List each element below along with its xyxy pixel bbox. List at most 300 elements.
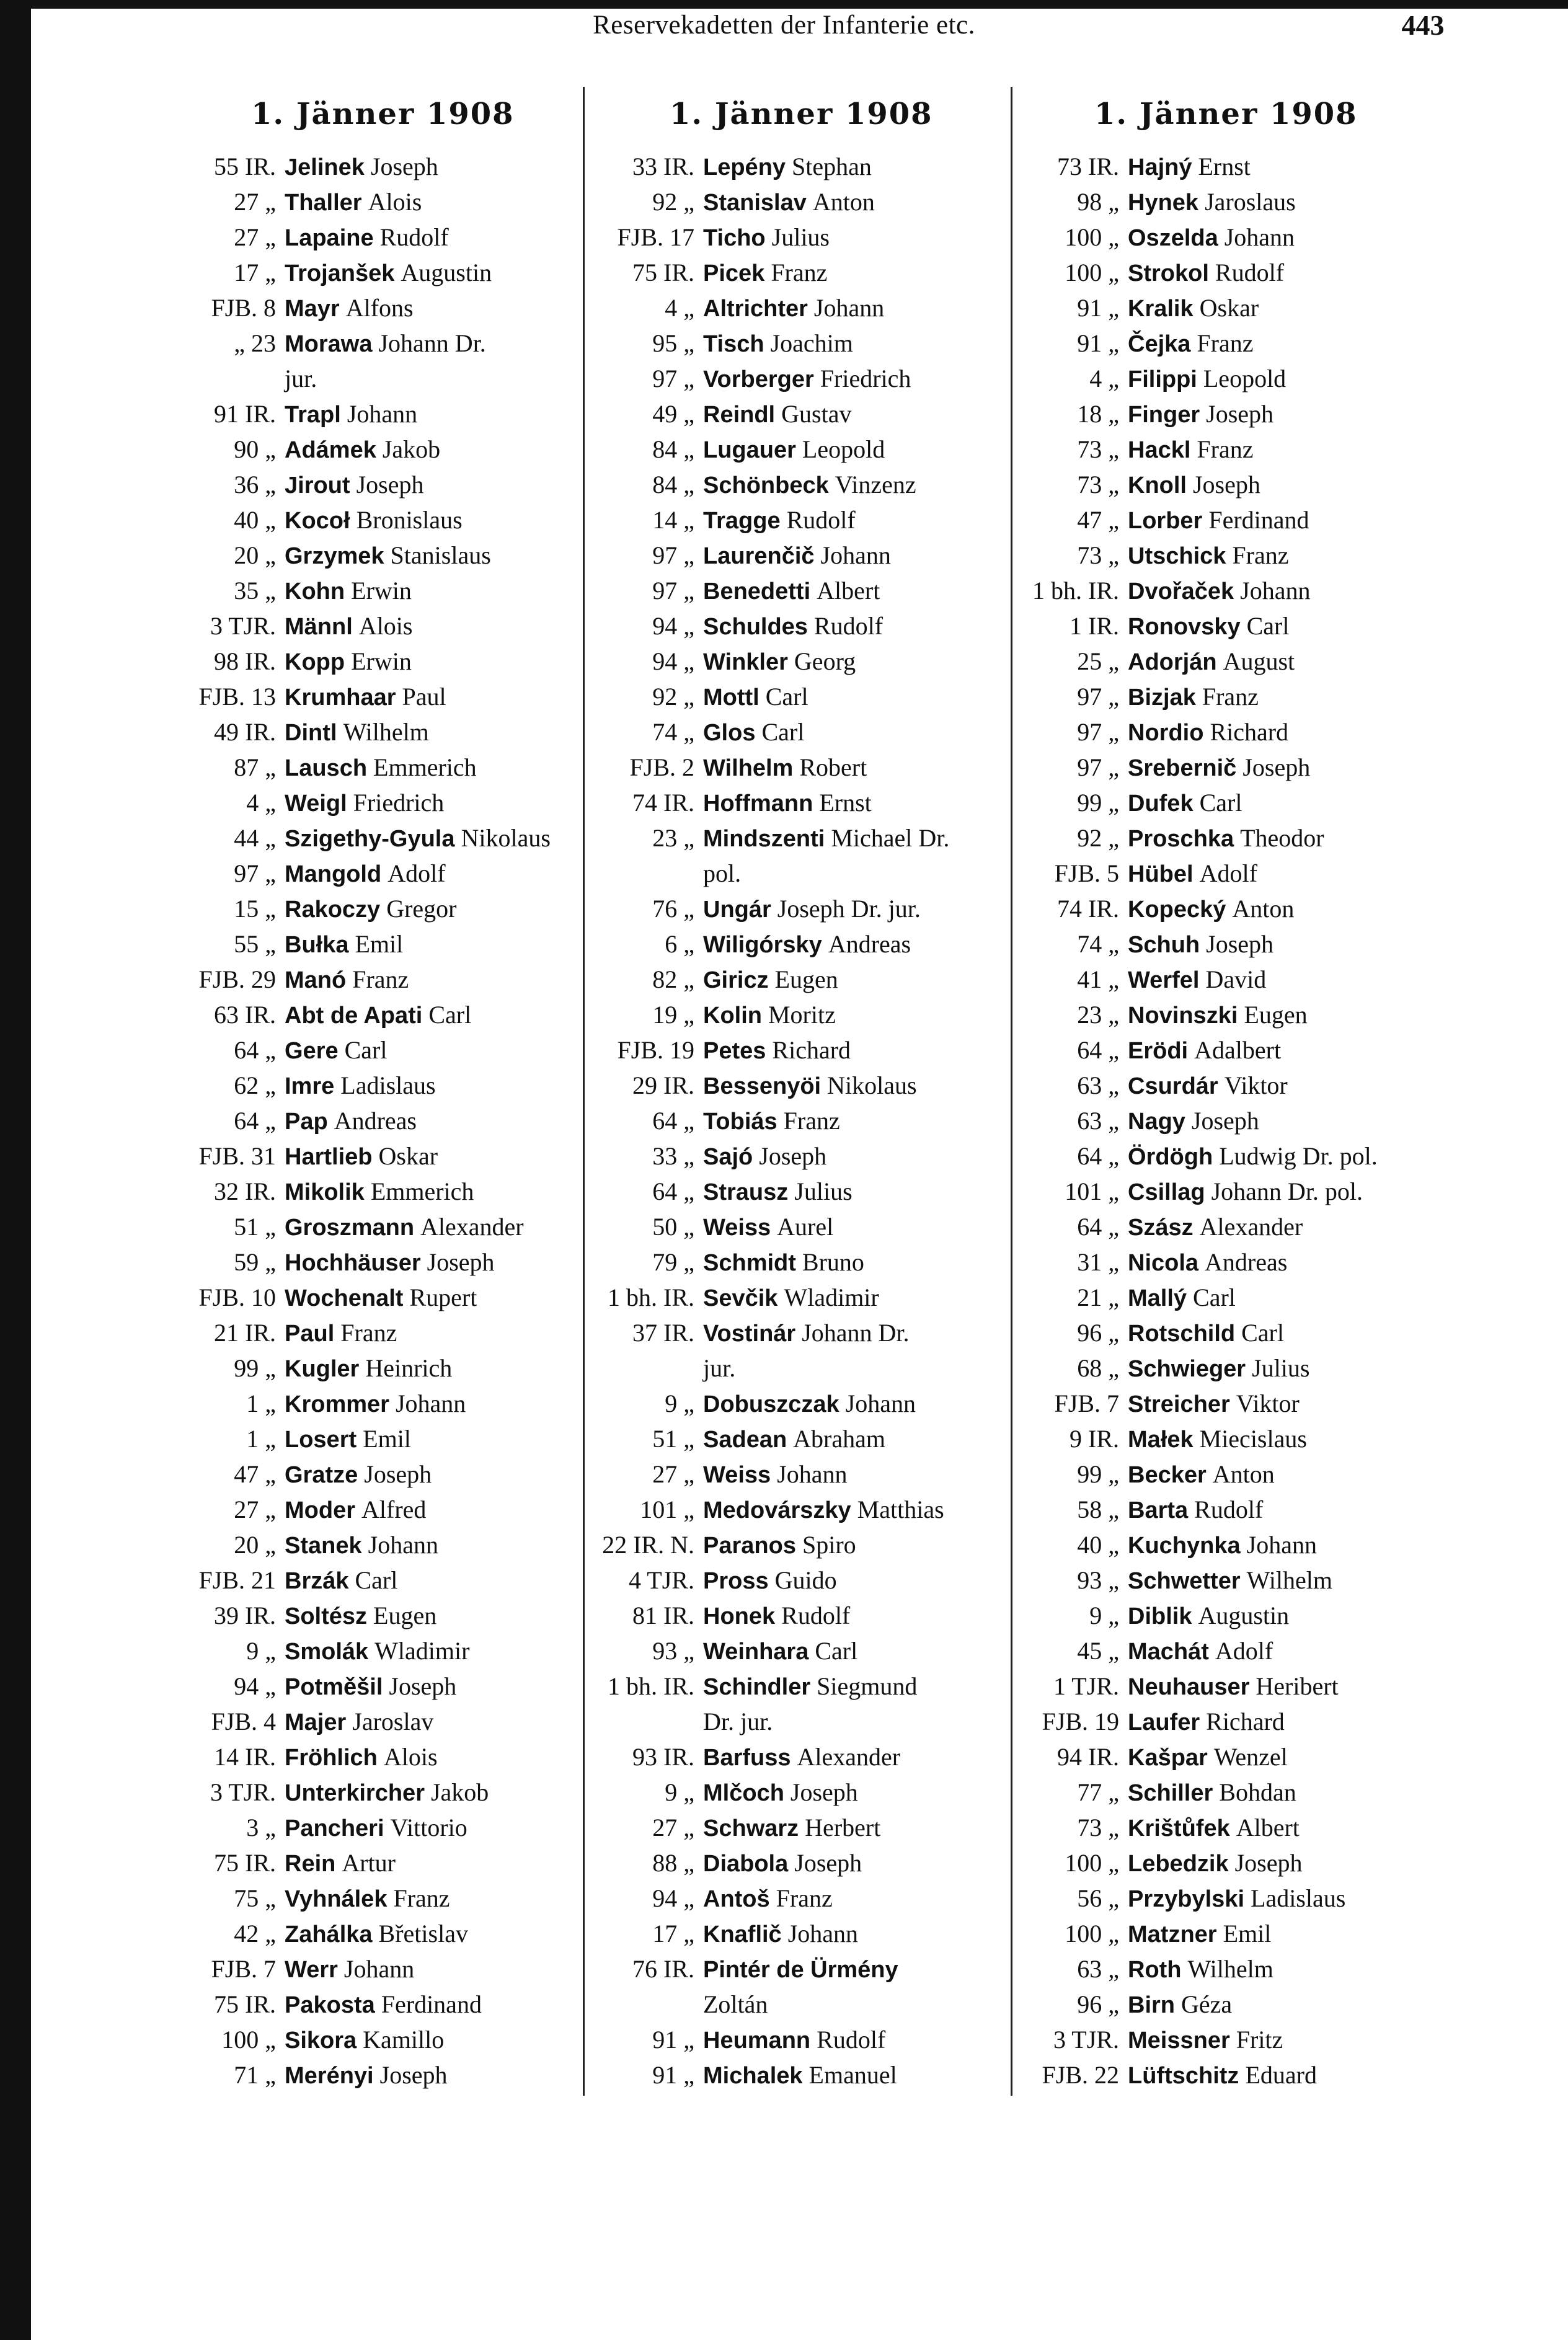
- list-item: [164, 2022, 551, 2057]
- list-item: [583, 290, 949, 326]
- given-name: Carl: [1246, 612, 1290, 640]
- list-item: [1008, 608, 1378, 644]
- given-name: Emil: [355, 930, 404, 958]
- surname: Tragge: [703, 508, 781, 534]
- given-name: Heinrich: [365, 1354, 453, 1382]
- list-item: [1008, 538, 1378, 573]
- given-name: Franz: [340, 1319, 397, 1347]
- given-name: Andreas: [334, 1107, 417, 1135]
- list-item: [164, 1598, 551, 1633]
- given-name: Emmerich: [373, 753, 477, 781]
- given-name: Johann: [1224, 223, 1295, 251]
- regiment-number: 27 „: [234, 223, 276, 251]
- list-item: [164, 219, 551, 255]
- surname: Kralik: [1128, 296, 1194, 322]
- regiment-number: 4 „: [1089, 365, 1119, 392]
- regiment-number: 17 „: [234, 259, 276, 286]
- list-item: [164, 679, 551, 714]
- regiment-number: 100 „: [1065, 223, 1119, 251]
- surname: Kolin: [703, 1003, 762, 1029]
- surname: Tisch: [703, 331, 764, 357]
- list-item: [583, 1492, 949, 1527]
- given-name: Rudolf: [813, 612, 884, 640]
- surname: Vorberger: [703, 366, 814, 392]
- list-item: [583, 396, 949, 432]
- regiment-number: 94 „: [652, 1884, 694, 1912]
- given-name: Johann: [777, 1460, 848, 1488]
- surname: Hübel: [1128, 861, 1194, 887]
- given-name: David: [1205, 965, 1267, 993]
- surname: Matzner: [1128, 1921, 1217, 1948]
- given-name: Franz: [771, 259, 828, 286]
- surname: Oszelda: [1128, 225, 1218, 251]
- surname: Weiss: [703, 1462, 771, 1488]
- list-item: [164, 608, 551, 644]
- list-item: [164, 1456, 551, 1492]
- surname: Małek: [1128, 1427, 1194, 1453]
- surname: Mindszenti: [703, 826, 825, 852]
- list-item: [1008, 219, 1378, 255]
- surname: Lorber: [1128, 508, 1203, 534]
- given-name: Joseph: [1192, 471, 1260, 499]
- given-name: Alois: [368, 188, 422, 216]
- given-name: Richard: [1210, 718, 1289, 746]
- regiment-number: 21 IR.: [214, 1319, 276, 1347]
- given-name: Carl: [344, 1036, 388, 1064]
- list-item: [583, 1527, 949, 1562]
- surname: Becker: [1128, 1462, 1207, 1488]
- list-item: [583, 1845, 949, 1881]
- list-item: [1008, 962, 1378, 997]
- regiment-number: 97 „: [1077, 718, 1119, 746]
- list-item: [583, 1421, 949, 1456]
- given-name: Richard: [772, 1036, 851, 1064]
- list-item: [583, 679, 949, 714]
- given-name: Wilhelm: [1187, 1955, 1273, 1983]
- list-item: [583, 644, 949, 679]
- list-item: [164, 149, 551, 184]
- surname: Gere: [285, 1038, 339, 1064]
- list-item: [583, 1174, 949, 1209]
- regiment-number: 51 „: [234, 1213, 276, 1241]
- list-item: [1008, 785, 1378, 820]
- regiment-number: 97 „: [1077, 683, 1119, 711]
- given-name: Ernst: [1198, 153, 1251, 180]
- surname: Srebernič: [1128, 755, 1237, 781]
- regiment-number: 25 „: [1077, 647, 1119, 675]
- given-name-continuation: jur.: [285, 365, 317, 392]
- list-item: [164, 432, 551, 467]
- given-name: Joachim: [770, 329, 853, 357]
- regiment-number: 4 TJR.: [629, 1566, 694, 1594]
- list-item: [583, 1138, 949, 1174]
- regiment-number: 98 „: [1077, 188, 1119, 216]
- regiment-number: 4 „: [246, 789, 276, 817]
- regiment-number: 99 „: [234, 1354, 276, 1382]
- list-item: [164, 1492, 551, 1527]
- surname: Sadean: [703, 1427, 787, 1453]
- list-item: [1008, 1280, 1378, 1315]
- list-item: [583, 2022, 949, 2057]
- regiment-number: 79 „: [652, 1248, 694, 1276]
- surname: Mikolik: [285, 1179, 365, 1205]
- surname: Kocoł: [285, 508, 350, 534]
- list-item: [164, 1633, 551, 1669]
- list-item: [583, 1068, 949, 1103]
- regiment-number: FJB. 2: [629, 753, 694, 781]
- surname: Krištůfek: [1128, 1815, 1230, 1841]
- list-item: [1008, 502, 1378, 538]
- given-name: Rudolf: [817, 2026, 886, 2054]
- given-name: Spiro: [802, 1531, 856, 1559]
- list-item: [1008, 184, 1378, 219]
- given-name: Carl: [761, 718, 805, 746]
- regiment-number: 75 IR.: [214, 1849, 276, 1877]
- regiment-number: 99 „: [1077, 1460, 1119, 1488]
- list-item: [583, 538, 949, 573]
- surname: Stanek: [285, 1533, 362, 1559]
- surname: Reindl: [703, 402, 776, 428]
- regiment-number: 59 „: [234, 1248, 276, 1276]
- regiment-number: FJB. 5: [1054, 859, 1119, 887]
- surname: Wiligórsky: [703, 932, 822, 958]
- list-item: [583, 219, 949, 255]
- surname: Csillag: [1128, 1179, 1205, 1205]
- given-name: Nikolaus: [827, 1071, 917, 1099]
- regiment-number: 84 „: [652, 435, 694, 463]
- list-item: [164, 573, 551, 608]
- regiment-number: 84 „: [652, 471, 694, 499]
- surname: Birn: [1128, 1992, 1175, 2018]
- list-item: [164, 1315, 551, 1350]
- list-item: [164, 1562, 551, 1598]
- regiment-number: 91 „: [652, 2061, 694, 2089]
- given-name-continuation: Dr. jur.: [703, 1708, 773, 1735]
- surname: Csurdár: [1128, 1073, 1218, 1099]
- regiment-number: 100 „: [1065, 1849, 1119, 1877]
- surname: Sevčik: [703, 1285, 778, 1311]
- regiment-number: FJB. 21: [198, 1566, 276, 1594]
- list-item: [583, 432, 949, 467]
- given-name: Aurel: [777, 1213, 834, 1241]
- list-item: [1008, 432, 1378, 467]
- list-item: [583, 714, 949, 750]
- surname: Szigethy-Gyula: [285, 826, 455, 852]
- regiment-number: 96 „: [1077, 1990, 1119, 2018]
- regiment-number: 63 „: [1077, 1955, 1119, 1983]
- regiment-number: 76 IR.: [632, 1955, 694, 1983]
- surname: Lepény: [703, 154, 786, 180]
- surname: Pintér de Ürmény: [703, 1957, 898, 1983]
- list-item: [1008, 1810, 1378, 1845]
- given-name: Ferdinand: [1208, 506, 1309, 534]
- given-name: Albert: [817, 577, 880, 605]
- given-name: Joseph: [1191, 1107, 1259, 1135]
- regiment-number: 97 „: [652, 577, 694, 605]
- surname: Pancheri: [285, 1815, 384, 1841]
- list-item: [583, 326, 949, 361]
- regiment-number: 96 „: [1077, 1319, 1119, 1347]
- surname: Giricz: [703, 967, 769, 993]
- regiment-number: 64 „: [1077, 1036, 1119, 1064]
- given-name: Moritz: [768, 1001, 836, 1029]
- list-item: [583, 750, 949, 785]
- surname: Ronovsky: [1128, 614, 1241, 640]
- surname: Dufek: [1128, 791, 1194, 817]
- regiment-number: 101 „: [640, 1496, 694, 1523]
- list-item: [583, 1386, 949, 1421]
- surname: Nordio: [1128, 720, 1204, 746]
- regiment-number: 1 „: [246, 1389, 276, 1417]
- regiment-number: 41 „: [1077, 965, 1119, 993]
- list-item: [583, 856, 949, 891]
- list-item: [1008, 1669, 1378, 1704]
- regiment-number: 36 „: [234, 471, 276, 499]
- surname: Lüftschitz: [1128, 2063, 1239, 2089]
- surname: Zahálka: [285, 1921, 373, 1948]
- list-item: [583, 962, 949, 997]
- list-item: [1008, 290, 1378, 326]
- given-name: Vinzenz: [835, 471, 916, 499]
- regiment-number: 64 „: [1077, 1213, 1119, 1241]
- given-name: Franz: [393, 1884, 450, 1912]
- regiment-number: 73 „: [1077, 541, 1119, 569]
- surname: Lapaine: [285, 225, 374, 251]
- given-name: Joseph Dr. jur.: [777, 895, 921, 923]
- given-name: Johann: [1246, 1531, 1317, 1559]
- list-item: [583, 1987, 949, 2022]
- surname: Dobuszczak: [703, 1391, 839, 1417]
- list-item: [164, 785, 551, 820]
- surname: Merényi: [285, 2063, 374, 2089]
- list-item: [164, 1987, 551, 2022]
- list-item: [1008, 856, 1378, 891]
- regiment-number: FJB. 10: [198, 1283, 276, 1311]
- regiment-number: FJB. 7: [1054, 1389, 1119, 1417]
- list-item: [583, 820, 949, 856]
- surname: Mlčoch: [703, 1780, 784, 1806]
- surname: Schwieger: [1128, 1356, 1246, 1382]
- surname: Adorján: [1128, 649, 1217, 675]
- given-name: Nikolaus: [461, 824, 551, 852]
- list-item: [164, 644, 551, 679]
- given-name-continuation: pol.: [703, 859, 742, 887]
- surname: Gratze: [285, 1462, 358, 1488]
- given-name: Jakob: [430, 1778, 489, 1806]
- regiment-number: 9 IR.: [1070, 1425, 1119, 1453]
- list-item: [164, 997, 551, 1032]
- surname: Diabola: [703, 1851, 789, 1877]
- given-name: Joseph: [790, 1778, 858, 1806]
- given-name: Augustin: [1198, 1602, 1290, 1629]
- surname: Ördögh: [1128, 1144, 1213, 1170]
- surname: Dintl: [285, 720, 337, 746]
- given-name: Friedrich: [820, 365, 911, 392]
- list-item: [583, 1881, 949, 1916]
- surname: Čejka: [1128, 331, 1191, 357]
- surname: Kopecký: [1128, 897, 1226, 923]
- list-item: [1008, 1350, 1378, 1386]
- list-item: [1008, 679, 1378, 714]
- surname: Hartlieb: [285, 1144, 373, 1170]
- surname: Sikora: [285, 2028, 357, 2054]
- regiment-number: 1 bh. IR.: [608, 1283, 694, 1311]
- list-item: [583, 502, 949, 538]
- surname: Schwetter: [1128, 1568, 1241, 1594]
- regiment-number: 73 IR.: [1057, 153, 1119, 180]
- list-item: [1008, 1845, 1378, 1881]
- given-name-continuation: jur.: [703, 1354, 736, 1382]
- surname: Trapl: [285, 402, 341, 428]
- surname: Mayr: [285, 296, 340, 322]
- regiment-number: FJB. 13: [198, 683, 276, 711]
- regiment-number: 75 IR.: [214, 1990, 276, 2018]
- list-item: [1008, 750, 1378, 785]
- regiment-number: 91 „: [1077, 294, 1119, 322]
- surname: Schönbeck: [703, 472, 829, 499]
- given-name: Theodor: [1240, 824, 1324, 852]
- surname: Meissner: [1128, 2028, 1230, 2054]
- list-item: [1008, 1244, 1378, 1280]
- surname: Nicola: [1128, 1250, 1199, 1276]
- surname: Honek: [703, 1603, 776, 1629]
- given-name: Joseph: [1206, 930, 1274, 958]
- surname: Hynek: [1128, 190, 1199, 216]
- surname: Thaller: [285, 190, 362, 216]
- given-name: Ferdinand: [381, 1990, 482, 2018]
- surname: Pakosta: [285, 1992, 375, 2018]
- regiment-number: 40 „: [1077, 1531, 1119, 1559]
- given-name: Emanuel: [808, 2061, 897, 2089]
- given-name: Alexander: [420, 1213, 524, 1241]
- given-name: Gustav: [781, 400, 852, 428]
- list-item: [1008, 997, 1378, 1032]
- surname: Manó: [285, 967, 347, 993]
- surname: Benedetti: [703, 578, 811, 605]
- given-name: Stephan: [792, 153, 872, 180]
- list-item: [583, 1739, 949, 1775]
- given-name: Rudolf: [1194, 1496, 1264, 1523]
- regiment-number: 44 „: [234, 824, 276, 852]
- regiment-number: 19 „: [652, 1001, 694, 1029]
- given-name: Oskar: [1199, 294, 1259, 322]
- given-name: Miecislaus: [1199, 1425, 1307, 1453]
- regiment-number: 23 „: [652, 824, 694, 852]
- regiment-number: 74 „: [1077, 930, 1119, 958]
- list-item: [1008, 1704, 1378, 1739]
- given-name: Johann Dr. pol.: [1211, 1177, 1363, 1205]
- list-item: [583, 1209, 949, 1244]
- given-name: Bronislaus: [356, 506, 463, 534]
- regiment-number: 55 „: [234, 930, 276, 958]
- surname: Mottl: [703, 685, 760, 711]
- given-name: Bohdan: [1219, 1778, 1296, 1806]
- given-name: Friedrich: [353, 789, 445, 817]
- surname: Przybylski: [1128, 1886, 1244, 1912]
- list-item: [164, 2057, 551, 2093]
- regiment-number: 74 „: [652, 718, 694, 746]
- surname: Dvořaček: [1128, 578, 1234, 605]
- entry-list: [164, 149, 551, 2093]
- regiment-number: 42 „: [234, 1920, 276, 1948]
- surname: Hajný: [1128, 154, 1192, 180]
- surname: Losert: [285, 1427, 357, 1453]
- surname: Kugler: [285, 1356, 360, 1382]
- list-item: [164, 820, 551, 856]
- given-name: Emil: [363, 1425, 411, 1453]
- given-name: Julius: [794, 1177, 853, 1205]
- given-name: Albert: [1236, 1814, 1300, 1841]
- given-name: Gregor: [386, 895, 457, 923]
- given-name: Eugen: [774, 965, 838, 993]
- surname: Knaflič: [703, 1921, 782, 1948]
- given-name: Joseph: [370, 153, 438, 180]
- given-name: Eugen: [373, 1602, 437, 1629]
- given-name: Johann: [1240, 577, 1311, 605]
- regiment-number: 40 „: [234, 506, 276, 534]
- regiment-number: 23 „: [1077, 1001, 1119, 1029]
- surname: Machát: [1128, 1639, 1209, 1665]
- given-name: Leopold: [1203, 365, 1287, 392]
- list-item: [164, 1739, 551, 1775]
- regiment-number: 64 „: [1077, 1142, 1119, 1170]
- given-name: Joseph: [427, 1248, 495, 1276]
- surname: Altrichter: [703, 296, 808, 322]
- surname: Stanislav: [703, 190, 807, 216]
- given-name: Ernst: [819, 789, 872, 817]
- regiment-number: 64 „: [652, 1107, 694, 1135]
- given-name: Matthias: [857, 1496, 944, 1523]
- given-name: Rudolf: [786, 506, 856, 534]
- given-name: Robert: [799, 753, 867, 781]
- list-item: [164, 290, 551, 326]
- list-item: [583, 1244, 949, 1280]
- given-name: Wenzel: [1213, 1743, 1288, 1771]
- regiment-number: „ 23: [234, 329, 276, 357]
- list-item: [1008, 1916, 1378, 1951]
- surname: Nagy: [1128, 1109, 1185, 1135]
- list-item: [583, 608, 949, 644]
- surname: Werr: [285, 1957, 338, 1983]
- regiment-number: 101 „: [1065, 1177, 1119, 1205]
- surname: Antoš: [703, 1886, 770, 1912]
- regiment-number: 45 „: [1077, 1637, 1119, 1665]
- given-name: Rudolf: [781, 1602, 851, 1629]
- regiment-number: 47 „: [1077, 506, 1119, 534]
- surname: Jirout: [285, 472, 350, 499]
- regiment-number: 100 „: [221, 2026, 276, 2054]
- regiment-number: 98 IR.: [214, 647, 276, 675]
- given-name: Wladimir: [374, 1637, 470, 1665]
- regiment-number: 3 TJR.: [210, 1778, 276, 1806]
- list-item: [1008, 326, 1378, 361]
- regiment-number: 93 IR.: [632, 1743, 694, 1771]
- list-item: [1008, 2022, 1378, 2057]
- given-name: Joseph: [364, 1460, 432, 1488]
- list-item: [164, 1704, 551, 1739]
- list-item: [164, 1209, 551, 1244]
- surname: Lebedzik: [1128, 1851, 1229, 1877]
- given-name: Franz: [776, 1884, 833, 1912]
- regiment-number: 64 „: [234, 1107, 276, 1135]
- surname: Wochenalt: [285, 1285, 404, 1311]
- list-item: [583, 1810, 949, 1845]
- list-item: [164, 856, 551, 891]
- regiment-number: FJB. 4: [211, 1708, 276, 1735]
- given-name: Franz: [1232, 541, 1289, 569]
- regiment-number: 1 TJR.: [1053, 1672, 1119, 1700]
- regiment-number: FJB. 29: [198, 965, 276, 993]
